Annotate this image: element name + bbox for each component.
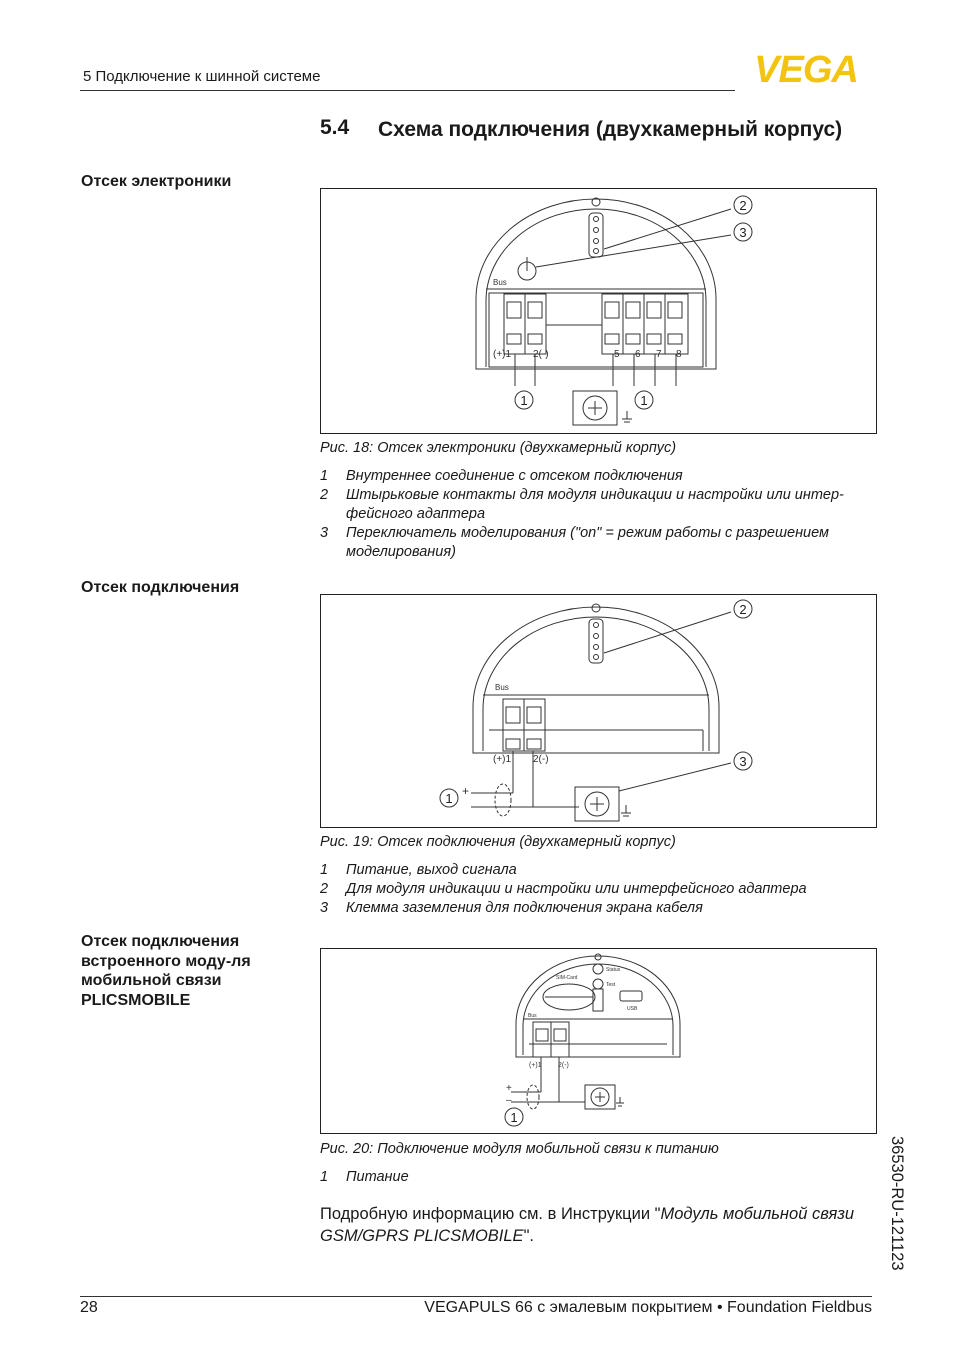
side-label-electronics: Отсек электроники: [81, 173, 232, 190]
bus-label: Bus: [528, 1013, 537, 1019]
legend-list: [320, 467, 880, 562]
terminal-label: 8: [676, 349, 682, 360]
document-id: 36530-RU-121123: [888, 1136, 906, 1271]
legend-list: [320, 1168, 880, 1187]
terminal-label: 5: [614, 349, 620, 360]
vega-logo-text: VEGA: [754, 50, 858, 86]
legend-item: 3 Клемма заземления для подключения экрана кабеля: [320, 900, 703, 916]
terminal-label: 7: [656, 349, 662, 360]
callout-number: 3: [739, 225, 747, 240]
manual-title: Модуль мобильной связи GSM/GPRS PLICSMOBILE: [320, 1205, 855, 1245]
terminal-label: 2(-): [533, 754, 549, 765]
terminal-label: 6: [635, 349, 641, 360]
footer-title: VEGAPULS 66 с эмалевым покрытием • Foundation Fieldbus: [424, 1299, 872, 1316]
figure-connection: [320, 594, 877, 828]
callout-number: 1: [510, 1110, 518, 1125]
terminal-label: 2(-): [558, 1062, 569, 1069]
legend-item: 1 Внутреннее соединение с отсеком подключения: [320, 468, 683, 484]
figure-caption: Рис. 18: Отсек электроники (двухкамерный корпус): [320, 440, 677, 456]
legend-item: 1 Питание: [320, 1169, 409, 1185]
terminal-label: (+)1: [529, 1062, 542, 1069]
side-label-plicsmobile: Отсек подключения встроенного моду-ля мобильной связи PLICSMOBILE: [81, 933, 251, 1009]
usb-label: USB: [627, 1006, 638, 1012]
sim-card-label: SIM-Card: [556, 975, 578, 981]
reference-paragraph: Подробную информацию см. в Инструкции "Модуль мобильной связи GSM/GPRS PLICSMOBILE".: [320, 1205, 855, 1245]
callout-number: 2: [739, 602, 747, 617]
figure-caption: Рис. 20: Подключение модуля мобильной связи к питанию: [320, 1141, 719, 1157]
legend-list: [320, 861, 880, 918]
callout-number: 1: [445, 791, 453, 806]
minus-sign: –: [506, 1095, 512, 1106]
header-rule: [80, 90, 735, 91]
plus-sign: +: [462, 784, 470, 798]
callout-number: 1: [640, 393, 648, 408]
callout-number: 1: [520, 393, 528, 408]
terminal-label: 2(-): [533, 349, 549, 360]
figure-plicsmobile: [320, 948, 877, 1134]
test-label: Test: [606, 982, 616, 988]
page-number: 28: [80, 1299, 98, 1316]
terminal-label: (+)1: [493, 349, 512, 360]
footer-rule: [80, 1296, 872, 1297]
legend-item: 3 Переключатель моделирования ("on" = режим работы с разрешением моделирования): [320, 525, 829, 560]
legend-item: 2 Для модуля индикации и настройки или интерфейсного адаптера: [320, 881, 807, 897]
side-label-connection: Отсек подключения: [81, 579, 240, 596]
section-title: Схема подключения (двухкамерный корпус): [378, 118, 843, 141]
vega-logo: [740, 50, 872, 86]
plus-sign: +: [506, 1083, 512, 1094]
wiring-diagram-plicsmobile: [321, 949, 876, 1133]
legend-item: 1 Питание, выход сигнала: [320, 862, 517, 878]
terminal-label: (+)1: [493, 754, 512, 765]
callout-number: 3: [739, 754, 747, 769]
wiring-diagram-electronics: [321, 189, 876, 433]
section-number: 5.4: [320, 116, 350, 139]
running-header: 5 Подключение к шинной системе: [83, 68, 321, 85]
figure-electronics: [320, 188, 877, 434]
wiring-diagram-connection: [321, 595, 876, 827]
bus-label: Bus: [495, 683, 509, 692]
figure-caption: Рис. 19: Отсек подключения (двухкамерный корпус): [320, 834, 676, 850]
bus-label: Bus: [493, 278, 507, 287]
status-label: Status: [606, 967, 621, 973]
callout-number: 2: [739, 198, 747, 213]
legend-item: 2 Штырьковые контакты для модуля индикации и настройки или интер-фейсного адаптера: [320, 487, 844, 522]
